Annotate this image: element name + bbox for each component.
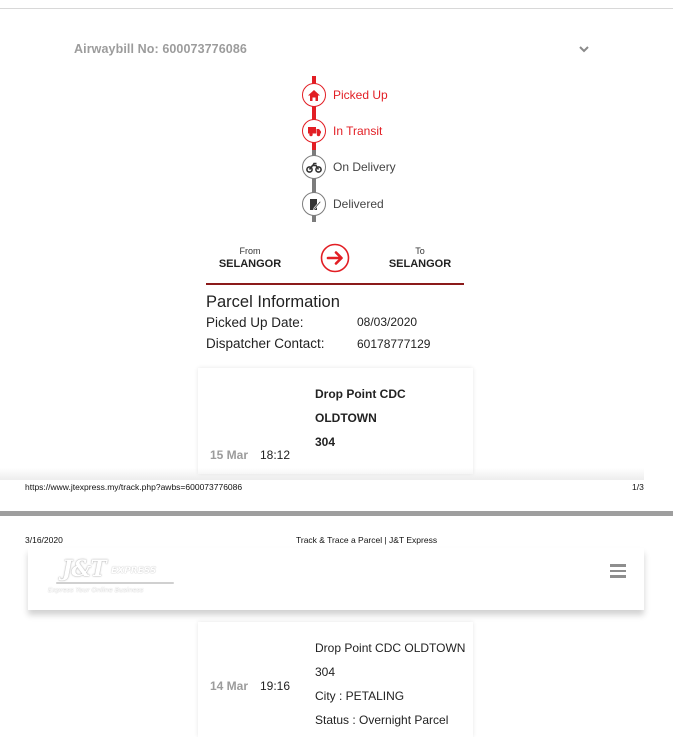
- event-line: Drop Point CDC OLDTOWN: [315, 641, 466, 655]
- chevron-down-icon[interactable]: [577, 43, 591, 55]
- timeline-step-label: Picked Up: [333, 88, 388, 102]
- picked-up-date-value: 08/03/2020: [357, 315, 418, 329]
- event-time: 19:16: [260, 679, 291, 693]
- print-page-number: 1/3: [632, 482, 644, 492]
- timeline-step-in-transit: [302, 119, 442, 143]
- dispatcher-contact-label: Dispatcher Contact:: [206, 336, 325, 351]
- timeline-step-label: In Transit: [333, 124, 383, 138]
- route-summary: [206, 240, 464, 285]
- site-navbar: [28, 548, 644, 610]
- motorcycle-icon: [302, 155, 326, 179]
- event-line: Drop Point CDC OLDTOWN: [315, 387, 406, 425]
- event-time: 18:12: [260, 448, 291, 462]
- origin-state: SELANGOR: [218, 258, 282, 270]
- event-location: [315, 382, 470, 454]
- home-icon: [302, 83, 326, 107]
- page-break-divider: [0, 511, 673, 516]
- jt-express-logo[interactable]: [48, 554, 176, 596]
- picked-up-date-label: Picked Up Date:: [206, 315, 304, 330]
- parcel-information-title: Parcel Information: [206, 293, 340, 311]
- tracking-timeline: [300, 76, 440, 226]
- tracking-event-card: [198, 368, 473, 474]
- hamburger-menu-icon[interactable]: [610, 564, 626, 578]
- route-destination: [375, 246, 465, 270]
- event-date: 15 Mar: [210, 448, 249, 462]
- dispatcher-contact-value: 60178777129: [357, 337, 431, 351]
- timeline-step-label: On Delivery: [333, 160, 396, 174]
- top-divider: [0, 8, 673, 9]
- event-line: City : PETALING: [315, 689, 405, 703]
- logo-tagline: Express Your Online Business: [48, 586, 144, 594]
- timeline-step-on-delivery: [302, 155, 442, 179]
- to-label: To: [415, 246, 425, 256]
- destination-state: SELANGOR: [388, 258, 452, 270]
- print-footer-url: https://www.jtexpress.my/track.php?awbs=600073776086: [25, 482, 243, 492]
- truck-icon: [302, 119, 326, 143]
- page-edge-shadow: [0, 468, 644, 480]
- print-header-title: Track & Trace a Parcel | J&T Express: [296, 535, 438, 545]
- tracking-event-card: [198, 622, 473, 737]
- logo-mark: J&T: [62, 556, 106, 582]
- from-label: From: [239, 246, 261, 256]
- logo-swoosh: [56, 582, 174, 584]
- event-details: [315, 636, 470, 732]
- arrow-right-icon: [320, 243, 350, 273]
- event-date: 14 Mar: [210, 679, 249, 693]
- airwaybill-number: Airwaybill No: 600073776086: [74, 42, 247, 56]
- signed-document-icon: [302, 192, 326, 216]
- print-header-date: 3/16/2020: [25, 535, 63, 545]
- timeline-step-picked-up: [302, 83, 442, 107]
- route-origin: [205, 246, 295, 270]
- event-line: 304: [315, 665, 336, 679]
- timeline-step-label: Delivered: [333, 197, 384, 211]
- timeline-step-delivered: [302, 192, 442, 216]
- logo-express-text: EXPRESS: [111, 566, 157, 576]
- event-line: Status : Overnight Parcel: [315, 713, 449, 727]
- event-line: 304: [315, 435, 336, 449]
